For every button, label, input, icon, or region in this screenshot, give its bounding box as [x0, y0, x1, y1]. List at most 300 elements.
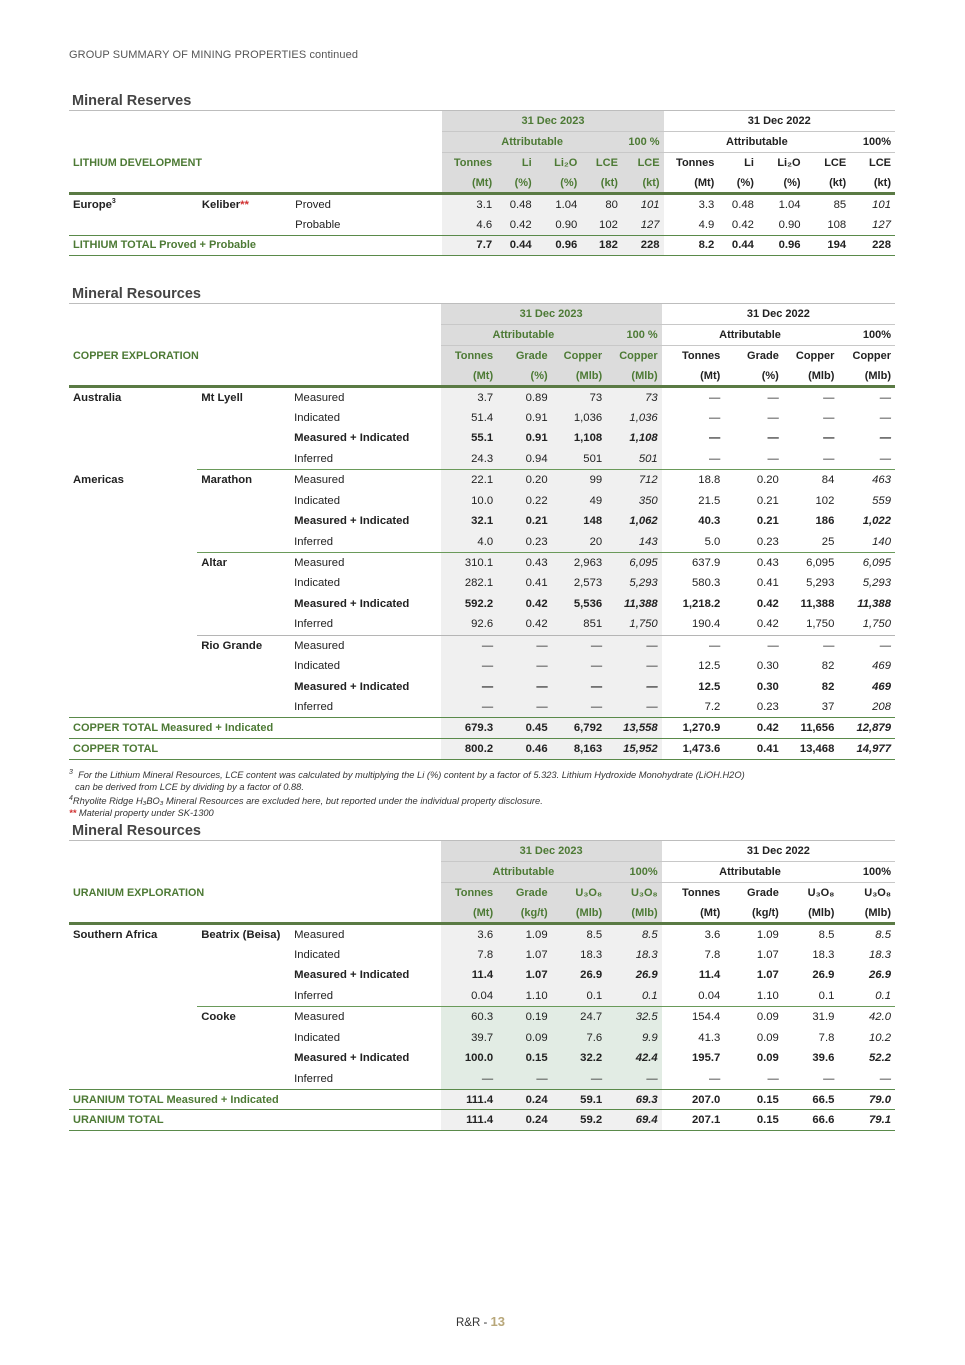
value-cell: 0.42 — [756, 597, 779, 610]
value-cell: 55.1 — [441, 428, 498, 449]
value-cell: 0.42 — [731, 218, 754, 231]
table-row — [69, 387, 895, 408]
footnote-3: $^3$ For the Lithium Mineral Resources, LCE content was calculated by multiplying the Li (%) content by a factor of 5.323. Lithium Hydroxide Monohydrate (LiOH.H2O) — [69, 769, 745, 781]
value-cell: — — [606, 676, 662, 697]
value-cell: 25 — [821, 535, 835, 548]
category-cell: Inferred — [294, 618, 334, 631]
value-cell: 111.4 — [441, 1089, 498, 1110]
value-cell: 1.09 — [756, 928, 779, 941]
table-row — [69, 1048, 895, 1069]
value-cell: — — [441, 656, 498, 677]
value-cell: 0.43 — [724, 552, 783, 573]
col-unit: (Mlb) — [783, 903, 839, 924]
category-cell: Indicated — [294, 494, 340, 507]
col-unit: (Mlb) — [783, 366, 839, 387]
footnotes — [69, 767, 745, 819]
total-row — [69, 1110, 895, 1131]
lithium-reserves-section — [69, 92, 895, 256]
attributable-2023-header: Attributable — [441, 325, 607, 346]
col-header: Copper — [552, 345, 607, 366]
col-header: Grade — [724, 345, 783, 366]
col-header: U₃O₈ — [606, 882, 662, 903]
value-cell: 108 — [827, 218, 847, 231]
value-cell: 26.9 — [869, 969, 891, 982]
col-header: LCE — [581, 152, 622, 173]
value-cell: 580.3 — [692, 577, 721, 590]
value-cell: 14,977 — [838, 738, 895, 759]
section-label: URANIUM EXPLORATION — [73, 886, 205, 899]
col-unit: (%) — [724, 366, 783, 387]
value-cell: 60.3 — [441, 1007, 498, 1028]
value-cell: — — [708, 1072, 721, 1085]
value-cell: 559 — [872, 494, 891, 507]
value-cell: — — [879, 1072, 891, 1085]
value-cell: 6,095 — [838, 552, 895, 573]
value-cell: 0.09 — [756, 1031, 779, 1044]
region-cell — [69, 511, 197, 532]
table-row — [69, 573, 895, 594]
category-cell: Inferred — [294, 535, 334, 548]
table-row — [69, 428, 895, 449]
value-cell: 0.89 — [497, 387, 552, 408]
value-cell: 13,558 — [606, 718, 662, 739]
region-cell — [69, 635, 197, 656]
property-cell — [197, 697, 290, 718]
col-unit: (kt) — [622, 173, 664, 194]
value-cell: 1,218.2 — [682, 597, 721, 610]
value-cell: 637.9 — [662, 552, 725, 573]
value-cell: 1.04 — [778, 198, 801, 211]
category-cell: Measured — [290, 635, 440, 656]
category-cell: Measured + Indicated — [294, 597, 410, 610]
value-cell: 3.3 — [698, 198, 715, 211]
table-row — [69, 1027, 895, 1048]
value-cell: 0.94 — [497, 449, 552, 470]
value-cell: 1,270.9 — [662, 718, 725, 739]
table-row — [69, 614, 895, 635]
region-cell — [69, 614, 197, 635]
property-cell — [197, 1069, 290, 1090]
value-cell: 5.0 — [704, 535, 721, 548]
table-row — [69, 470, 895, 491]
value-cell: 1,750 — [606, 614, 662, 635]
table-row — [69, 676, 895, 697]
uranium-resources-table — [69, 841, 895, 1131]
category-cell: Indicated — [294, 1031, 340, 1044]
value-cell: 80 — [581, 194, 622, 215]
col-unit: (kt) — [581, 173, 622, 194]
value-cell: 66.6 — [783, 1110, 839, 1131]
value-cell: 1.10 — [497, 986, 552, 1007]
value-cell: 127 — [622, 214, 664, 235]
value-cell: — — [497, 656, 552, 677]
value-cell: — — [441, 697, 498, 718]
value-cell: 6,095 — [606, 552, 662, 573]
value-cell: 0.41 — [497, 573, 552, 594]
value-cell: 148 — [552, 511, 607, 532]
value-cell: 82 — [821, 680, 835, 693]
value-cell: 8.5 — [552, 924, 607, 945]
col-unit: (Mt) — [662, 366, 725, 387]
table-row — [69, 594, 895, 615]
value-cell: — — [606, 635, 662, 656]
value-cell: — — [497, 697, 552, 718]
value-cell: 11.4 — [698, 969, 721, 982]
col-unit: (Mlb) — [606, 903, 662, 924]
value-cell: 0.45 — [497, 718, 552, 739]
value-cell: 592.2 — [441, 594, 498, 615]
total-label: URANIUM TOTAL Measured + Indicated — [69, 1089, 441, 1110]
footnote-3-continued: can be derived from LCE by dividing by a factor of 0.88. — [75, 782, 304, 793]
value-cell: 501 — [552, 449, 607, 470]
value-cell: 51.4 — [441, 407, 498, 428]
value-cell: 0.15 — [724, 1110, 783, 1131]
value-cell: 59.1 — [552, 1089, 607, 1110]
attributable-2023-header: Attributable — [442, 132, 622, 153]
hundred-2023-header: 100 % — [622, 132, 664, 153]
value-cell: — — [662, 635, 725, 656]
value-cell: 0.91 — [497, 407, 552, 428]
value-cell: 0.30 — [756, 660, 779, 673]
region-cell: Australia — [73, 391, 122, 404]
value-cell: 101 — [622, 194, 664, 215]
property-cell — [197, 407, 290, 428]
table-row — [69, 490, 895, 511]
value-cell: 12.5 — [698, 680, 721, 693]
table-row — [69, 944, 895, 965]
table-row — [69, 511, 895, 532]
col-header: U₃O₈ — [552, 882, 607, 903]
value-cell: 1,108 — [606, 428, 662, 449]
value-cell: 39.6 — [812, 1052, 835, 1065]
value-cell: 186 — [815, 515, 835, 528]
value-cell: 24.7 — [552, 1007, 607, 1028]
value-cell: 100.0 — [441, 1048, 498, 1069]
value-cell: 66.5 — [783, 1089, 839, 1110]
value-cell: 6,095 — [783, 552, 839, 573]
value-cell: 0.41 — [756, 577, 779, 590]
value-cell: 0.04 — [698, 989, 721, 1002]
value-cell: — — [767, 1072, 779, 1085]
category-cell: Inferred — [294, 1072, 334, 1085]
value-cell: 6,792 — [552, 718, 607, 739]
period-2023-header: 31 Dec 2023 — [442, 111, 663, 132]
property-cell — [197, 965, 290, 986]
section-title: Mineral Resources — [69, 285, 895, 304]
col-unit: (Mlb) — [838, 366, 895, 387]
table-row — [69, 697, 895, 718]
period-2022-header: 31 Dec 2022 — [746, 845, 810, 858]
value-cell: 3.6 — [704, 928, 721, 941]
col-header: Grade — [497, 882, 552, 903]
col-header: Tonnes — [662, 882, 725, 903]
value-cell: 8.5 — [875, 928, 891, 941]
property-cell: Keliber** — [201, 198, 249, 211]
category-cell: Inferred — [294, 452, 334, 465]
col-header: Tonnes — [442, 152, 496, 173]
category-cell: Indicated — [294, 948, 340, 961]
value-cell: 31.9 — [783, 1007, 839, 1028]
value-cell: 9.9 — [606, 1027, 662, 1048]
value-cell: 0.23 — [497, 532, 552, 553]
value-cell: 26.9 — [552, 965, 607, 986]
value-cell: 1.10 — [756, 989, 779, 1002]
col-unit: (Mlb) — [606, 366, 662, 387]
value-cell: — — [552, 1069, 607, 1090]
col-header: Copper — [606, 345, 662, 366]
hundred-2023-header: 100 % — [606, 325, 662, 346]
value-cell: 12.5 — [698, 660, 721, 673]
region-cell — [69, 449, 197, 470]
value-cell: 0.15 — [724, 1089, 783, 1110]
value-cell: — — [767, 411, 779, 424]
value-cell: — — [552, 676, 607, 697]
value-cell: — — [724, 635, 783, 656]
value-cell: 2,573 — [552, 573, 607, 594]
value-cell: — — [552, 697, 607, 718]
total-label: URANIUM TOTAL — [69, 1110, 441, 1131]
value-cell: 0.42 — [756, 618, 779, 631]
property-cell — [197, 986, 290, 1007]
value-cell: — — [708, 391, 721, 404]
value-cell: 2,963 — [552, 552, 607, 573]
table-row — [69, 552, 895, 573]
property-cell — [197, 449, 290, 470]
value-cell: — — [823, 452, 835, 465]
total-label: LITHIUM TOTAL Proved + Probable — [69, 235, 442, 256]
value-cell: 11.4 — [441, 965, 498, 986]
category-cell: Measured + Indicated — [294, 680, 410, 693]
attributable-2022-header: Attributable — [662, 862, 839, 883]
value-cell: 851 — [552, 614, 607, 635]
value-cell: 8,163 — [552, 738, 607, 759]
value-cell: 1,750 — [806, 618, 835, 631]
region-cell — [69, 552, 197, 573]
value-cell: 1.09 — [497, 924, 552, 945]
region-cell — [69, 532, 197, 553]
value-cell: 39.7 — [441, 1027, 498, 1048]
value-cell: — — [552, 656, 607, 677]
value-cell: 4.0 — [441, 532, 498, 553]
value-cell: 0.42 — [496, 214, 536, 235]
value-cell: 79.1 — [838, 1110, 895, 1131]
col-header: LCE — [805, 152, 851, 173]
value-cell: 102 — [581, 214, 622, 235]
lithium-reserves-table — [69, 111, 895, 256]
property-cell — [197, 573, 290, 594]
col-header: LCE — [850, 152, 895, 173]
col-header: Tonnes — [662, 345, 725, 366]
value-cell: 18.3 — [869, 948, 891, 961]
value-cell: 463 — [838, 470, 895, 491]
value-cell: 32.5 — [606, 1007, 662, 1028]
property-cell: Altar — [197, 552, 290, 573]
table-row — [69, 635, 895, 656]
value-cell: 0.24 — [497, 1089, 552, 1110]
value-cell: 0.42 — [724, 718, 783, 739]
value-cell: — — [708, 411, 721, 424]
value-cell: 0.21 — [497, 511, 552, 532]
value-cell: — — [823, 391, 835, 404]
col-unit: (Mlb) — [552, 366, 607, 387]
category-cell: Probable — [295, 218, 341, 231]
value-cell: — — [823, 1072, 835, 1085]
category-cell: Measured + Indicated — [294, 969, 410, 982]
col-header: Grade — [497, 345, 552, 366]
value-cell: 11,388 — [800, 597, 835, 610]
value-cell: 20 — [552, 532, 607, 553]
col-unit: (%) — [497, 366, 552, 387]
table-row — [69, 986, 895, 1007]
value-cell: 228 — [850, 235, 895, 256]
category-cell: Indicated — [294, 660, 340, 673]
category-cell: Measured — [290, 470, 440, 491]
category-cell: Measured — [294, 928, 345, 941]
value-cell: 5,293 — [606, 573, 662, 594]
region-cell: Americas — [73, 473, 124, 486]
value-cell: — — [497, 676, 552, 697]
value-cell: 73 — [552, 387, 607, 408]
col-header: LCE — [622, 152, 664, 173]
region-cell — [69, 965, 197, 986]
property-cell: Cooke — [197, 1007, 290, 1028]
value-cell: 69.4 — [606, 1110, 662, 1131]
category-cell: Measured — [290, 1007, 440, 1028]
value-cell: — — [879, 391, 891, 404]
col-header: Li — [718, 152, 758, 173]
col-unit: (Mlb) — [838, 903, 895, 924]
col-unit: (kt) — [850, 173, 895, 194]
value-cell: 0.22 — [497, 490, 552, 511]
footnote-4: $^4$Rhyolite Ridge H₃BO₃ Mineral Resources are excluded here, but reported under the individual property disclosure. — [69, 795, 543, 807]
col-unit: (kt) — [805, 173, 851, 194]
copper-resources-table — [69, 304, 895, 760]
value-cell: — — [441, 1069, 498, 1090]
property-cell: Rio Grande — [197, 635, 290, 656]
value-cell: 101 — [872, 198, 891, 211]
value-cell: — — [606, 1069, 662, 1090]
total-label: COPPER TOTAL — [69, 738, 441, 759]
value-cell: 7.7 — [442, 235, 496, 256]
value-cell: 0.43 — [497, 552, 552, 573]
value-cell: 1,022 — [862, 515, 891, 528]
col-header: Li₂O — [758, 152, 805, 173]
value-cell: 207.0 — [662, 1089, 725, 1110]
value-cell: 3.6 — [441, 924, 498, 945]
value-cell: 82 — [821, 660, 835, 673]
value-cell: 7.8 — [441, 944, 498, 965]
value-cell: 0.91 — [497, 428, 552, 449]
period-2022-header: 31 Dec 2022 — [746, 308, 810, 321]
category-cell: Inferred — [294, 701, 334, 714]
value-cell: — — [767, 432, 779, 445]
value-cell: 0.46 — [497, 738, 552, 759]
value-cell: 1,036 — [552, 407, 607, 428]
value-cell: 0.90 — [536, 214, 582, 235]
region-cell: Southern Africa — [73, 928, 158, 941]
value-cell: 800.2 — [441, 738, 498, 759]
value-cell: — — [879, 411, 891, 424]
value-cell: 0.96 — [758, 235, 805, 256]
col-header: Tonnes — [664, 152, 719, 173]
property-cell — [197, 1048, 290, 1069]
value-cell: — — [767, 452, 779, 465]
category-cell: Measured — [294, 391, 345, 404]
table-row — [69, 965, 895, 986]
col-unit: (%) — [496, 173, 536, 194]
category-cell: Measured + Indicated — [294, 1052, 410, 1065]
col-unit: (Mt) — [442, 173, 496, 194]
value-cell: 40.3 — [698, 515, 721, 528]
uranium-resources-section — [69, 822, 895, 1131]
value-cell: 0.41 — [724, 738, 783, 759]
value-cell: 92.6 — [441, 614, 498, 635]
value-cell: 1,473.6 — [662, 738, 725, 759]
value-cell: 79.0 — [838, 1089, 895, 1110]
table-row — [69, 449, 895, 470]
value-cell: 8.5 — [818, 928, 835, 941]
col-unit: (kg/t) — [497, 903, 552, 924]
value-cell: 7.2 — [704, 701, 721, 714]
value-cell: 0.44 — [496, 235, 536, 256]
col-header: Li — [496, 152, 536, 173]
value-cell: 1,750 — [862, 618, 891, 631]
region-cell — [69, 656, 197, 677]
total-row — [69, 1089, 895, 1110]
value-cell: 0.04 — [441, 986, 498, 1007]
property-cell — [197, 511, 290, 532]
attributable-2023-header: Attributable — [441, 862, 607, 883]
table-row — [69, 407, 895, 428]
total-row — [69, 738, 895, 759]
region-cell — [69, 573, 197, 594]
table-row — [69, 194, 895, 215]
attributable-2022-header: Attributable — [664, 132, 851, 153]
value-cell: — — [497, 1069, 552, 1090]
region-cell — [69, 1048, 197, 1069]
period-2023-header: 31 Dec 2023 — [441, 304, 662, 325]
value-cell: 11,388 — [606, 594, 662, 615]
value-cell: 140 — [872, 535, 891, 548]
col-unit: (%) — [718, 173, 758, 194]
value-cell: 469 — [872, 680, 891, 693]
value-cell: 469 — [872, 660, 891, 673]
value-cell: 0.42 — [497, 594, 552, 615]
region-cell — [69, 1007, 197, 1028]
total-label: COPPER TOTAL Measured + Indicated — [69, 718, 441, 739]
value-cell: 99 — [552, 470, 607, 491]
value-cell: 41.3 — [698, 1031, 721, 1044]
total-row — [69, 718, 895, 739]
value-cell: 0.1 — [606, 986, 662, 1007]
hundred-2022-header: 100% — [850, 132, 895, 153]
value-cell: 7.6 — [552, 1027, 607, 1048]
col-header: Li₂O — [536, 152, 582, 173]
value-cell: 0.15 — [497, 1048, 552, 1069]
value-cell: 12,879 — [838, 718, 895, 739]
table-row — [69, 924, 895, 945]
section-label: COPPER EXPLORATION — [73, 349, 199, 362]
table-row — [69, 532, 895, 553]
region-cell — [69, 697, 197, 718]
property-cell — [197, 1027, 290, 1048]
period-2022-header: 31 Dec 2022 — [747, 115, 811, 128]
col-header: U₃O₈ — [838, 882, 895, 903]
property-cell — [197, 428, 290, 449]
value-cell: 22.1 — [441, 470, 498, 491]
value-cell: 18.3 — [812, 948, 835, 961]
value-cell: 69.3 — [606, 1089, 662, 1110]
